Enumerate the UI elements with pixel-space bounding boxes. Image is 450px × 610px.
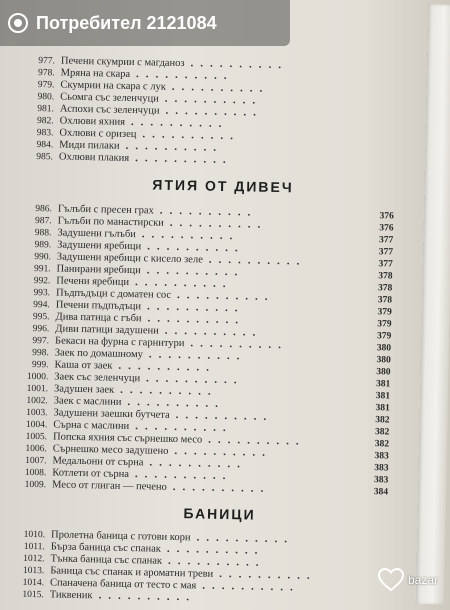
list-item: 1011. Бърза баница със спанак .......... [23,541,265,557]
list-item: 982. Охлюви яхния .......... [36,115,229,131]
list-item: 1000. Заек със зеленчуци .......... 381 [26,371,391,390]
list-item: 1007. Медальони от сърна .......... 383 [25,455,389,474]
list-item: 1003. Задушени заешки бутчета .......... 382 [26,407,390,426]
list-item: 981. Аспохи със зеленчуци .......... [37,103,264,119]
list-item: 1012. Тънка баница със спанак .......... [23,553,266,569]
list-item: 1008. Котлети от сърна .......... 383 [24,467,389,486]
list-item: 988. Задушени гълъби .......... 377 [34,227,394,246]
list-item: 1014. Спаначена баница от тесто с мая .......... [22,577,300,594]
list-item: 989. Задушени яребици .......... 377 [34,239,394,258]
heart-icon [378,568,404,592]
list-item: 1015. Тиквеник .......... [22,589,197,604]
list-item: 983. Охлюви с оризец .......... [36,127,241,143]
list-item: 1004. Сърна с маслини .......... 382 [25,419,390,438]
list-item: 1002. Заек с маслини .......... 381 [26,395,390,414]
page-edge [416,4,450,604]
list-item: 986. Гълъби с пресен грах .......... 376 [35,203,394,222]
list-item: 1001. Задушен заек .......... 381 [26,383,391,402]
list-item: 979. Скумрии на скара с лук .......... [37,79,270,95]
list-item: 1009. Месо от глиган — печено .......... 384 [24,479,389,498]
list-item: 999. Каша от заек .......... 380 [31,359,391,378]
list-item: 987. Гълъби по манастирски .......... 376 [34,215,394,234]
brand-text: bazar [407,573,438,587]
list-item: 978. Мряна на скара .......... [37,67,234,83]
list-item: 1010. Пролетна баница с готови кори .......... [23,529,295,546]
list-item: 977. Печени скумрии с магданоз .......... [38,55,289,72]
list-item: 994. Печени пъдпъдъци .......... 379 [33,299,392,318]
list-item: 998. Заек по домашному .......... 380 [32,347,391,366]
list-item: 985. Охлюви плакия .......... [36,151,233,167]
user-logo-icon [8,13,28,33]
list-item: 997. Бекаси на фурна с гарнитури .......... 380 [32,335,392,354]
list-item: 980. Сьомга със зеленчуци .......... [37,91,263,107]
list-item: 991. Панирани яребици .......... 378 [33,263,393,282]
watermark-text: Потребител 2121084 [36,12,217,33]
user-watermark [0,0,290,46]
list-item: 1005. Попска яхния със сърнешко месо .......... 382 [25,431,390,450]
list-item: 996. Диви патици задушени .......... 379 [32,323,392,342]
section-heading: БАНИЦИ [183,505,256,523]
list-item: 1006. Сърнешко месо задушено .......... 383 [25,443,389,462]
list-item: 990. Задушени яребици с кисело зеле .......... 377 [34,251,393,270]
list-item: 993. Пъдпъдъци с доматен сос .......... 378 [33,287,393,306]
list-item: 984. Миди пилаки .......... [36,139,224,154]
list-item: 1013. Баница със спанак и ароматни треви .......... [22,565,317,582]
list-item: 992. Печени яребици .......... 378 [33,275,393,294]
brand-logo [378,568,438,592]
list-item: 995. Дива патица с гъби .......... 379 [32,311,392,330]
section-heading: ЯТИЯ ОТ ДИВЕЧ [152,176,294,196]
